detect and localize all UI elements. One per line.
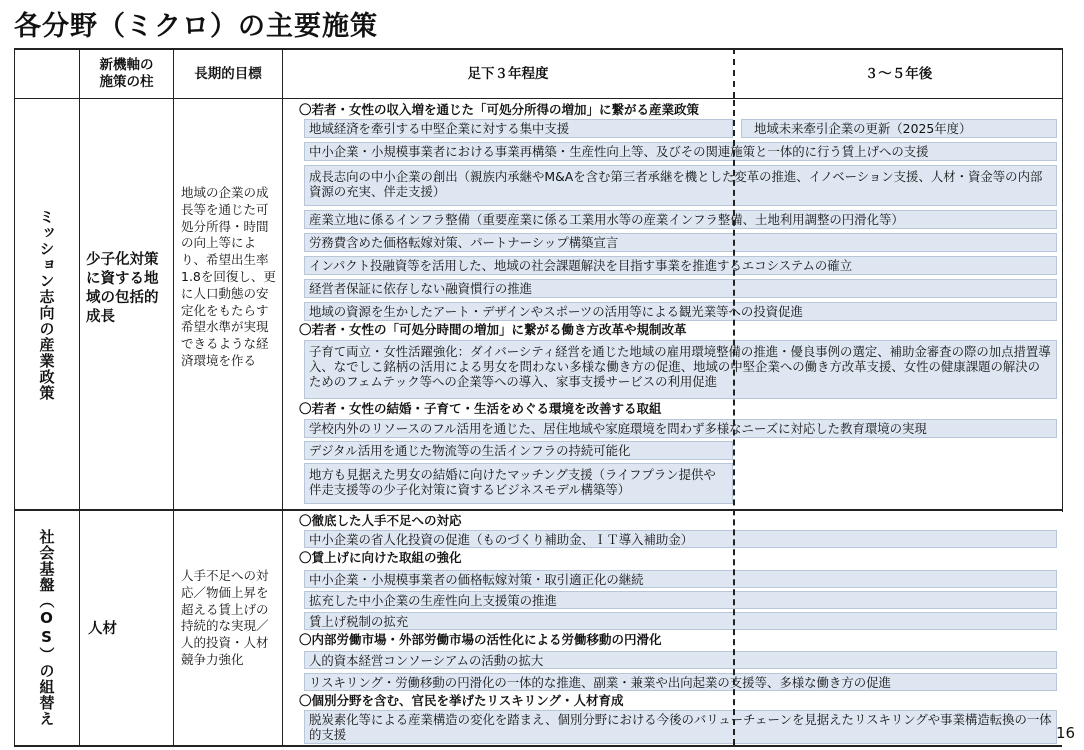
page-title: 各分野（ミクロ）の主要施策 bbox=[14, 11, 378, 42]
policy-bar: 学校内外のリソースのフル活用を通じた、居住地域や家庭環境を問わず多様なニーズに対応した教育環境の実現 bbox=[304, 419, 1057, 438]
policy-bar: 地方も見据えた男女の結婚に向けたマッチング支援（ライフプラン提供や伴走支援等の少子化対策に資するビジネスモデル構築等） bbox=[304, 463, 733, 504]
section-heading-reskilling: 〇個別分野を含む、官民を挙げたリスキリング・人材育成 bbox=[299, 693, 624, 708]
header-goal: 長期的目標 bbox=[194, 65, 262, 82]
policy-bar: 成長志向の中小企業の創出（親族内承継やM&Aを含む第三者承継を機とした変革の推進、イノベーション支援、人材・資金等の内部資源の充実、伴走支援） bbox=[304, 165, 1057, 206]
policy-bar: 脱炭素化等による産業構造の変化を踏まえ、個別分野における今後のバリューチェーンを見据えたリスキリングや事業構造転換の一体的支援 bbox=[304, 710, 1057, 744]
policy-bar: 労務費含めた価格転嫁対策、パートナーシップ構築宣言 bbox=[304, 233, 1057, 252]
section-heading-time: 〇若者・女性の「可処分時間の増加」に繋がる働き方改革や規制改革 bbox=[299, 322, 687, 337]
goal-human-resources: 人手不足への対応／物価上昇を超える賃上げの持続的な実現／人的投資・人材競争力強化 bbox=[181, 568, 269, 667]
goal-regional-growth: 地域の企業の成長等を通じた可処分所得・時間の向上等により、希望出生率1.8を回復し、更に人口動態の安定化をもたらす希望水準が実現できるような経済環境を作る bbox=[181, 185, 276, 368]
policy-bar: 中小企業・小規模事業者の価格転嫁対策・取引適正化の継続 bbox=[304, 570, 1057, 588]
pillar-human-resources: 人材 bbox=[88, 621, 117, 637]
policy-bar: 経営者保証に依存しない融資慣行の推進 bbox=[304, 279, 1057, 298]
section-heading-labor-shortage: 〇徹底した人手不足への対応 bbox=[299, 513, 462, 528]
pillar-regional-growth: 少子化対策に資する地域の包括的成長 bbox=[86, 252, 159, 325]
table-bottom-border bbox=[14, 745, 1062, 747]
policy-bar: 地域の資源を生かしたアート・デザインやスポーツの活用等による観光業等への投資促進 bbox=[304, 302, 1057, 321]
policy-bar: リスキリング・労働移動の円滑化の一体的な推進、副業・兼業や出向起業の支援等、多様な働き方の促進 bbox=[304, 673, 1057, 691]
category-mission-policy: ミッション志向の産業政策 bbox=[37, 208, 56, 401]
policy-bar: デジタル活用を通じた物流等の生活インフラの持続可能化 bbox=[304, 441, 733, 460]
policy-bar: 賃上げ税制の拡充 bbox=[304, 612, 1057, 630]
policy-bar: 産業立地に係るインフラ整備（重要産業に係る工業用水等の産業インフラ整備、土地利用調整の円滑化等） bbox=[304, 210, 1057, 229]
header-bottom-border bbox=[14, 98, 1062, 99]
col-divider-2 bbox=[173, 48, 174, 746]
policy-bar: 人的資本経営コンソーシアムの活動の拡大 bbox=[304, 651, 1057, 669]
policy-bar-later: 地域未来牽引企業の更新（2025年度） bbox=[741, 119, 1057, 138]
policy-bar: 中小企業の省人化投資の促進（ものづくり補助金、ＩＴ導入補助金） bbox=[304, 530, 1057, 548]
section-heading-wage-increase: 〇賃上げに向けた取組の強化 bbox=[299, 550, 462, 565]
col-divider-1 bbox=[79, 48, 80, 746]
header-pillar: 新機軸の 施策の柱 bbox=[99, 57, 154, 90]
policy-bar: 拡充した中小企業の生産性向上支援策の推進 bbox=[304, 591, 1057, 609]
policy-bar: インパクト投融資等を活用した、地域の社会課題解決を目指す事業を推進するエコシステムの確立 bbox=[304, 256, 1057, 275]
section-heading-living: 〇若者・女性の結婚・子育て・生活をめぐる環境を改善する取組 bbox=[299, 401, 662, 416]
policy-bar: 子育て両立・女性活躍強化：ダイバーシティ経営を通じた地域の雇用環境整備の推進・優良事例の選定、補助金審査の際の加点措置導入、なでしこ銘柄の活用による男女を問わない多様な働き方の促進、地域の中堅企業への働き方改革支援、女性の健康課題の解決のためのフェムテック等への企業等への導入、家事支援サービスの利用促進 bbox=[304, 340, 1057, 399]
header-later-term: ３～５年後 bbox=[864, 65, 933, 82]
section-heading-labor-mobility: 〇内部労働市場・外部労働市場の活性化による労働移動の円滑化 bbox=[299, 632, 662, 647]
page-number: 16 bbox=[1056, 724, 1076, 742]
policy-bar: 地域経済を牽引する中堅企業に対する集中支援 bbox=[304, 119, 733, 138]
section-heading-income: 〇若者・女性の収入増を通じた「可処分所得の増加」に繋がる産業政策 bbox=[299, 102, 700, 117]
col-divider-3 bbox=[282, 48, 283, 746]
policy-bar: 中小企業・小規模事業者における事業再構築・生産性向上等、及びその関連施策と一体的に行う賃上げへの支援 bbox=[304, 142, 1057, 161]
category-social-os: 社会基盤（OS）の組替え bbox=[37, 529, 56, 727]
near-later-divider bbox=[733, 100, 735, 745]
row-divider bbox=[14, 509, 1062, 511]
table-right-border bbox=[1062, 48, 1063, 512]
header-near-term: 足下３年程度 bbox=[467, 65, 549, 82]
